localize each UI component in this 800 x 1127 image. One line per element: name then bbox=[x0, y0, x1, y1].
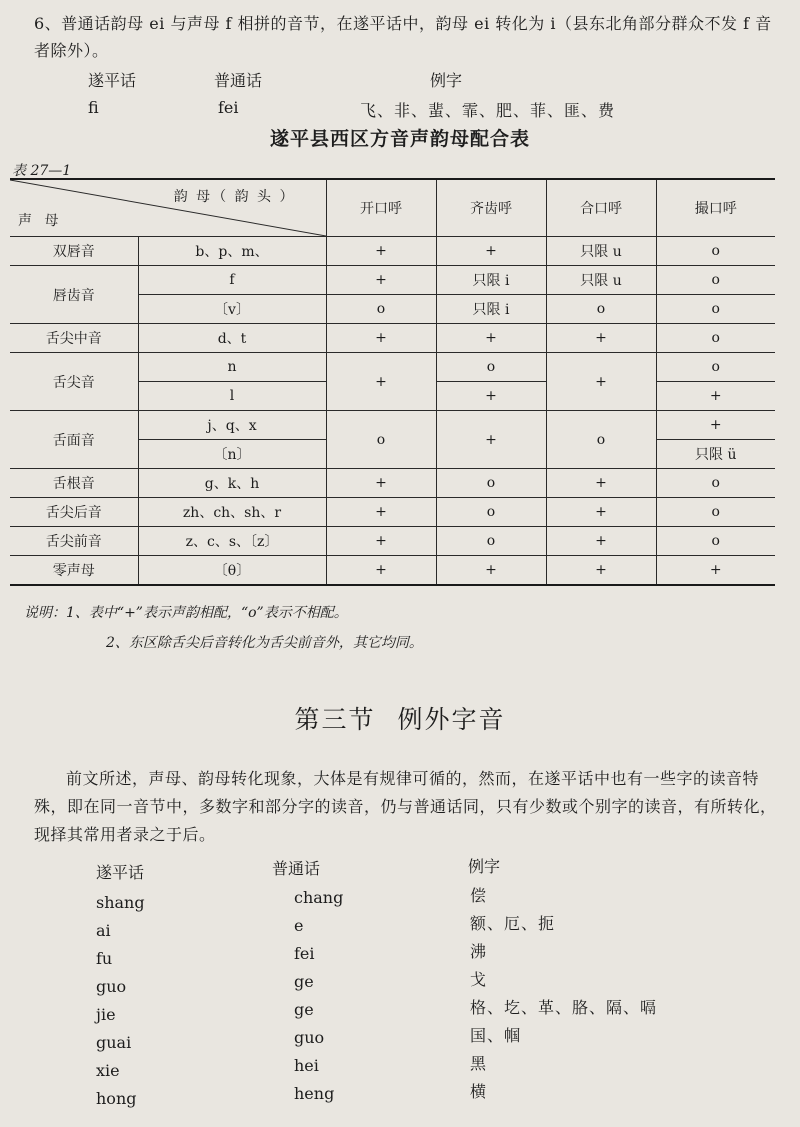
intro-row-putong: fei bbox=[218, 98, 239, 117]
group-label: 唇齿音 bbox=[10, 266, 138, 324]
table-row bbox=[10, 411, 775, 440]
list-item: shang bbox=[96, 893, 145, 912]
group-label: 双唇音 bbox=[10, 237, 138, 266]
table-cell: 只限 i bbox=[436, 266, 546, 295]
table-cell: o bbox=[656, 527, 775, 556]
table-cell: + bbox=[436, 556, 546, 586]
list-item: hong bbox=[96, 1089, 137, 1108]
table-cell: o bbox=[546, 411, 656, 469]
table-cell: o bbox=[546, 295, 656, 324]
table-cell: + bbox=[326, 237, 436, 266]
group-label: 舌根音 bbox=[10, 469, 138, 498]
list-item: 国、帼 bbox=[470, 1026, 522, 1045]
intro-header-suiping: 遂平话 bbox=[88, 71, 137, 90]
table-cell: + bbox=[546, 498, 656, 527]
col-header-kaikou: 开口呼 bbox=[326, 179, 436, 237]
table-cell: + bbox=[656, 556, 775, 586]
examples-header-chars: 例字 bbox=[468, 857, 501, 876]
col-header-qichi: 齐齿呼 bbox=[436, 179, 546, 237]
table-cell: o bbox=[326, 411, 436, 469]
table-row bbox=[10, 469, 775, 498]
table-cell: + bbox=[326, 556, 436, 586]
table-cell: + bbox=[326, 324, 436, 353]
list-item: ai bbox=[96, 921, 111, 940]
table-cell: 只限 u bbox=[546, 266, 656, 295]
group-label: 舌尖前音 bbox=[10, 527, 138, 556]
examples-header-suiping: 遂平话 bbox=[96, 863, 145, 882]
table-cell: o bbox=[436, 498, 546, 527]
initial-final-table bbox=[10, 178, 775, 586]
table-cell: + bbox=[326, 266, 436, 295]
table-cell: o bbox=[326, 295, 436, 324]
list-item: xie bbox=[96, 1061, 120, 1080]
list-item: fu bbox=[96, 949, 113, 968]
suiping-column bbox=[96, 889, 145, 1113]
initial-cell: n bbox=[138, 353, 326, 382]
putong-column bbox=[294, 884, 343, 1108]
table-title: 遂平县西区方音声韵母配合表 bbox=[269, 128, 530, 150]
table-cell: o bbox=[656, 266, 775, 295]
group-label: 舌尖后音 bbox=[10, 498, 138, 527]
list-item: ge bbox=[294, 1000, 314, 1019]
initial-cell: l bbox=[138, 382, 326, 411]
intro-row-suiping: fi bbox=[88, 98, 99, 117]
list-item: fei bbox=[294, 944, 315, 963]
group-label: 零声母 bbox=[10, 556, 138, 586]
table-cell: + bbox=[546, 556, 656, 586]
note-1: 说明：1、表中“+”表示声韵相配，“o”表示不相配。 bbox=[24, 605, 348, 621]
intro-header-examples: 例字 bbox=[430, 71, 463, 90]
list-item: hei bbox=[294, 1056, 319, 1075]
table-cell: 只限 u bbox=[546, 237, 656, 266]
table-cell: o bbox=[656, 295, 775, 324]
initial-cell: b、p、m、 bbox=[138, 237, 326, 266]
list-item: ge bbox=[294, 972, 314, 991]
table-cell: + bbox=[436, 324, 546, 353]
table-cell: + bbox=[656, 382, 775, 411]
table-id: 表 27—1 bbox=[12, 163, 72, 179]
table-row bbox=[10, 237, 775, 266]
section-number: 第三节 bbox=[294, 705, 376, 734]
table-cell: o bbox=[656, 469, 775, 498]
table-cell: + bbox=[436, 237, 546, 266]
table-cell: 只限 ü bbox=[656, 440, 775, 469]
list-item: 格、圪、革、胳、隔、嗝 bbox=[470, 998, 658, 1017]
list-item: heng bbox=[294, 1084, 335, 1103]
table-row bbox=[10, 324, 775, 353]
table-cell: + bbox=[546, 469, 656, 498]
table-cell: + bbox=[326, 469, 436, 498]
table-row bbox=[10, 353, 775, 382]
initial-cell: f bbox=[138, 266, 326, 295]
initial-cell: g、k、h bbox=[138, 469, 326, 498]
header-initial: 声 母 bbox=[18, 213, 63, 229]
table-cell: + bbox=[436, 382, 546, 411]
examples-header-putong: 普通话 bbox=[272, 859, 321, 878]
initial-cell: z、c、s、〔z〕 bbox=[138, 527, 326, 556]
group-label: 舌尖中音 bbox=[10, 324, 138, 353]
table-cell: o bbox=[656, 498, 775, 527]
note-2: 2、东区除舌尖后音转化为舌尖前音外，其它均同。 bbox=[106, 635, 423, 651]
initial-cell: 〔n〕 bbox=[138, 440, 326, 469]
col-header-cuokou: 撮口呼 bbox=[656, 179, 775, 237]
diagonal-header-cell bbox=[10, 179, 326, 237]
table-row bbox=[10, 266, 775, 295]
table-cell: + bbox=[326, 498, 436, 527]
body-paragraph: 前文所述，声母、韵母转化现象，大体是有规律可循的，然而，在遂平话中也有一些字的读音特殊，即在同一音节中，多数字和部分字的读音，仍与普通话同，只有少数或个别字的读音，有所转化，现择其常用者录之于后。 bbox=[34, 769, 777, 844]
list-item: e bbox=[294, 916, 304, 935]
list-item: guo bbox=[96, 977, 127, 996]
group-label: 舌尖音 bbox=[10, 353, 138, 411]
intro-paragraph: 6、普通话韵母 ei 与声母 f 相拼的音节，在遂平话中，韵母 ei 转化为 i（县东北角部分群众不发 f 音者除外）。 bbox=[34, 14, 772, 60]
table-cell: + bbox=[546, 527, 656, 556]
initial-cell: zh、ch、sh、r bbox=[138, 498, 326, 527]
table-cell: + bbox=[436, 411, 546, 469]
list-item: 横 bbox=[470, 1082, 488, 1101]
section-title: 例外字音 bbox=[397, 705, 506, 734]
table-cell: + bbox=[546, 324, 656, 353]
list-item: jie bbox=[96, 1005, 116, 1024]
header-final: 韵 母（ 韵 头 ） bbox=[173, 189, 296, 205]
section-heading bbox=[0, 700, 800, 736]
list-item: 黑 bbox=[470, 1054, 488, 1073]
list-item: chang bbox=[294, 888, 344, 907]
table-header-row bbox=[10, 179, 775, 237]
chars-column bbox=[470, 882, 657, 1106]
intro-header-putong: 普通话 bbox=[214, 71, 263, 90]
table-cell: + bbox=[326, 527, 436, 556]
col-header-hekou: 合口呼 bbox=[546, 179, 656, 237]
table-cell: o bbox=[656, 353, 775, 382]
list-item: 偿 bbox=[470, 886, 488, 905]
table-cell: o bbox=[436, 353, 546, 382]
initial-cell: 〔θ〕 bbox=[138, 556, 326, 586]
table-cell: o bbox=[436, 469, 546, 498]
table-cell: o bbox=[656, 324, 775, 353]
initial-cell: 〔v〕 bbox=[138, 295, 326, 324]
table-cell: 只限 i bbox=[436, 295, 546, 324]
table-cell: o bbox=[436, 527, 546, 556]
initial-cell: d、t bbox=[138, 324, 326, 353]
list-item: 戈 bbox=[470, 970, 488, 989]
list-item: guai bbox=[96, 1033, 132, 1052]
table-row bbox=[10, 556, 775, 586]
list-item: 额、厄、扼 bbox=[470, 914, 556, 933]
table-cell: o bbox=[656, 237, 775, 266]
table-notes bbox=[24, 598, 423, 658]
group-label: 舌面音 bbox=[10, 411, 138, 469]
table-cell: + bbox=[546, 353, 656, 411]
list-item: guo bbox=[294, 1028, 325, 1047]
table-row bbox=[10, 527, 775, 556]
initial-cell: j、q、x bbox=[138, 411, 326, 440]
intro-row-examples: 飞、非、蜚、霏、肥、菲、匪、费 bbox=[360, 101, 616, 120]
table-cell: + bbox=[326, 353, 436, 411]
table-cell: + bbox=[656, 411, 775, 440]
list-item: 沸 bbox=[470, 942, 488, 961]
table-row bbox=[10, 498, 775, 527]
